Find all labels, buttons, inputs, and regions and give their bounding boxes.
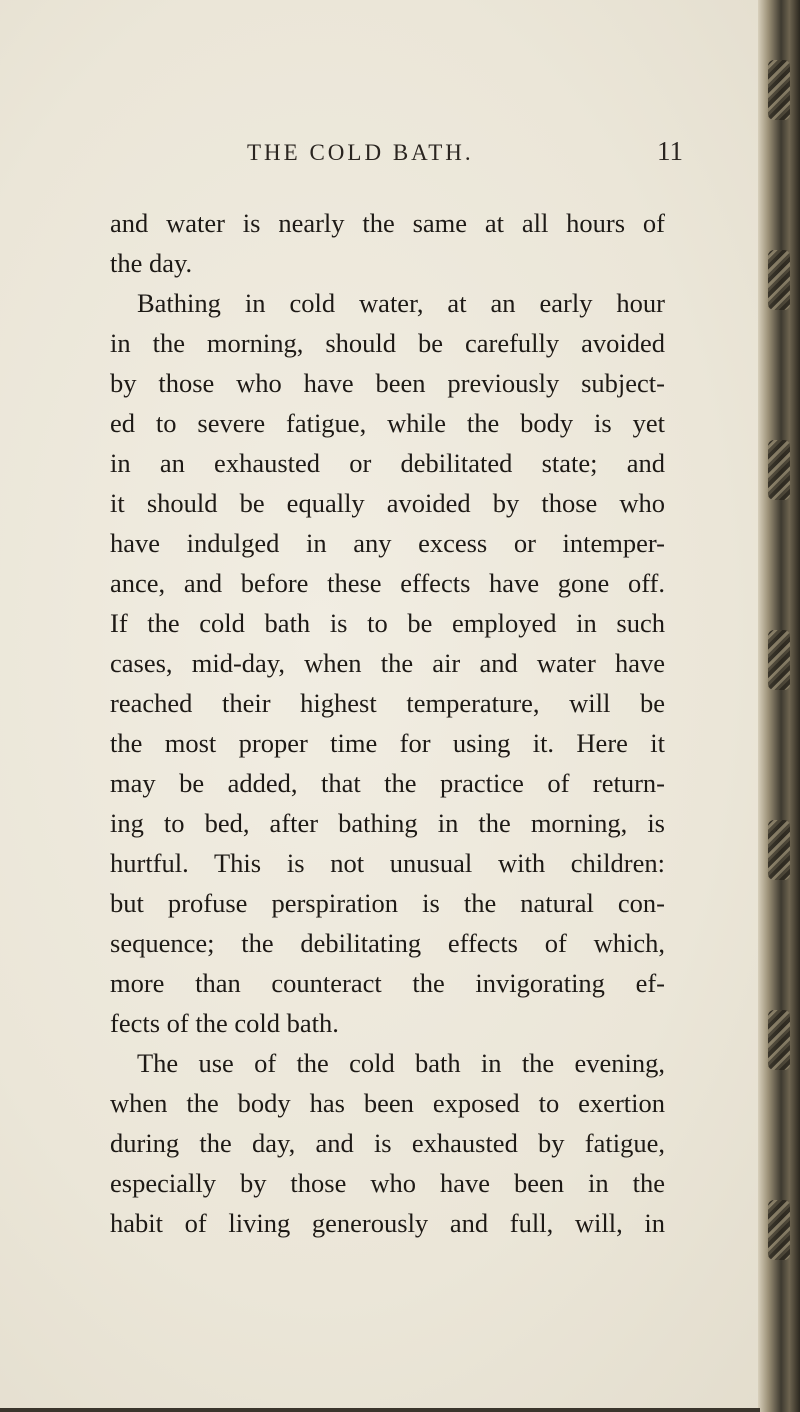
- text-line: when the body has been exposed to exertion: [110, 1088, 665, 1118]
- text-line: habit of living generously and full, will, in: [110, 1208, 665, 1238]
- text-line: Bathing in cold water, at an early hour: [137, 288, 665, 318]
- page-bottom-edge: [0, 1408, 760, 1412]
- binding-thread: [768, 820, 790, 880]
- text-line: during the day, and is exhausted by fatigue,: [110, 1128, 665, 1158]
- text-line: the day.: [110, 248, 193, 278]
- page-number: 11: [657, 136, 683, 166]
- text-line: ing to bed, after bathing in the morning, is: [110, 808, 665, 838]
- binding-thread: [768, 250, 790, 310]
- text-line: and water is nearly the same at all hours of: [110, 208, 665, 238]
- text-line: have indulged in any excess or intemper-: [110, 528, 665, 558]
- page-header: [0, 136, 790, 180]
- text-line: ed to severe fatigue, while the body is yet: [110, 408, 665, 438]
- text-line: the most proper time for using it. Here it: [110, 728, 665, 758]
- text-line: it should be equally avoided by those who: [110, 488, 665, 518]
- body-text: [110, 203, 665, 1243]
- text-line: sequence; the debilitating effects of which,: [110, 928, 665, 958]
- text-line: in the morning, should be carefully avoided: [110, 328, 665, 358]
- text-line: fects of the cold bath.: [110, 1008, 339, 1038]
- text-line: ance, and before these effects have gone off.: [110, 568, 665, 598]
- running-title: THE COLD BATH.: [247, 140, 474, 165]
- text-line: may be added, that the practice of return-: [110, 768, 665, 798]
- text-line: but profuse perspiration is the natural con-: [110, 888, 665, 918]
- text-line: The use of the cold bath in the evening,: [137, 1048, 665, 1078]
- book-binding-edge: [758, 0, 800, 1412]
- binding-thread: [768, 440, 790, 500]
- binding-thread: [768, 60, 790, 120]
- text-line: especially by those who have been in the: [110, 1168, 665, 1198]
- text-line: by those who have been previously subject-: [110, 368, 665, 398]
- binding-thread: [768, 1200, 790, 1260]
- binding-thread: [768, 1010, 790, 1070]
- text-line: hurtful. This is not unusual with children:: [110, 848, 665, 878]
- binding-thread: [768, 630, 790, 690]
- text-line: cases, mid-day, when the air and water have: [110, 648, 665, 678]
- text-line: If the cold bath is to be employed in such: [110, 608, 665, 638]
- text-line: in an exhausted or debilitated state; and: [110, 448, 665, 478]
- text-line: reached their highest temperature, will be: [110, 688, 665, 718]
- text-line: more than counteract the invigorating ef-: [110, 968, 665, 998]
